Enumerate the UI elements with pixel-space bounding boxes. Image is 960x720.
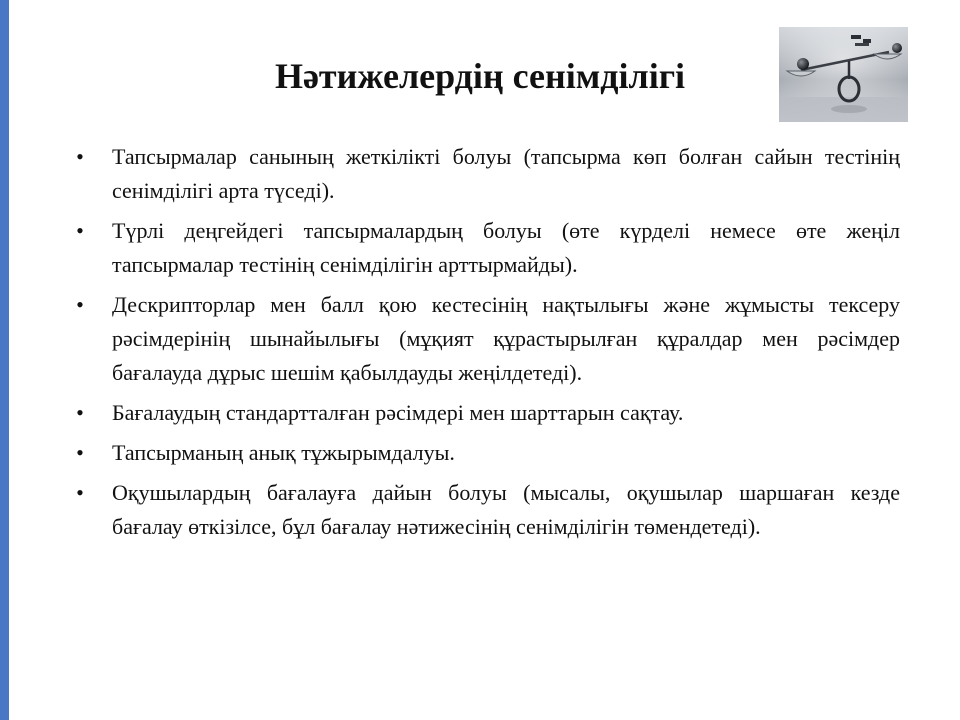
bullet-dot: • (76, 480, 84, 505)
bullet-item (70, 396, 900, 430)
bullet-text: Түрлі деңгейдегі тапсырмалардың болуы (өте күрделі немесе өте жеңіл тапсырмалар тестінің сенімділігін арттырмайды). (112, 218, 900, 277)
bullet-text: Тапсырмалар санының жеткілікті болуы (тапсырма көп болған сайын тестінің сенімділігі арта түседі). (112, 144, 900, 203)
left-accent-bar (0, 0, 9, 720)
bullet-item (70, 140, 900, 208)
bullet-dot: • (76, 440, 84, 465)
balance-scale-photo-icon (779, 27, 908, 122)
bullet-item (70, 214, 900, 282)
bullet-dot: • (76, 144, 84, 169)
bullet-text: Тапсырманың анық тұжырымдалуы. (112, 440, 455, 465)
bullet-dot: • (76, 292, 84, 317)
bullet-text: Бағалаудың стандартталған рәсімдері мен шарттарын сақтау. (112, 400, 684, 425)
bullet-list (70, 140, 900, 550)
bullet-item (70, 476, 900, 544)
bullet-text: Дескрипторлар мен балл қою кестесінің нақтылығы және жұмысты тексеру рәсімдерінің шынайылығы (мұқият құрастырылған құралдар мен рәсімдер бағалауда дұрыс шешім қабылдауды жеңілдетеді). (112, 292, 900, 385)
bullet-text: Оқушылардың бағалауға дайын болуы (мысалы, оқушылар шаршаған кезде бағалау өткізілсе, бұл бағалау нәтижесінің сенімділігін төмендетеді). (112, 480, 900, 539)
bullet-dot: • (76, 400, 84, 425)
bullet-item (70, 288, 900, 390)
slide-title: Нәтижелердің сенімділігі (274, 56, 686, 96)
bullet-item (70, 436, 900, 470)
bullet-dot: • (76, 218, 84, 243)
